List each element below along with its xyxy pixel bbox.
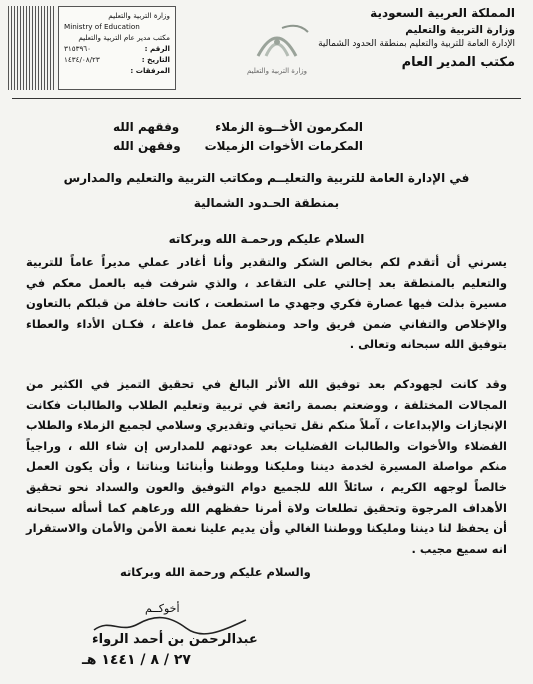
greeting: السلام عليكم ورحمـة الله وبركاته bbox=[168, 232, 365, 246]
ministry-title: وزارة التربية والتعليم bbox=[405, 24, 515, 36]
salutation-blessing-f: وفقهن الله bbox=[113, 139, 181, 153]
recipient-region: بمنطقة الحـدود الشمالية bbox=[193, 196, 340, 210]
kingdom-title: المملكة العربية السعودية bbox=[370, 6, 515, 20]
office-title: مكتب المدير العام bbox=[401, 55, 515, 70]
body-paragraph-1: يسرني أن أتقدم لكم بخالص الشكر والتقدير وأنا أغادر عملي مديراً عاماً للتربية والتعليم بالمنطقة بعد إحالتي على التقاعد ، والذي شرفت فيه بالعمل معكم في مسيرة بذلت فيها عصارة فكري وجهدي ما استطعت ، كانت حافلة من قبلكم بالتعاون والإخلاص والتفاني ضمن فريق واحد ومنظومة عمل فاعلة ، فكـان الأداء والعطاء بتوفيق الله سبحانه وتعالى . bbox=[26, 255, 507, 352]
stamp-date-label: التاريخ : bbox=[141, 55, 170, 64]
salutation-colleagues-m: المكرمون الأخــوة الزملاء bbox=[215, 120, 363, 134]
salutation-block bbox=[113, 120, 363, 158]
barcode-strip bbox=[8, 6, 54, 90]
ministry-logo-icon bbox=[238, 18, 316, 62]
stamp-office-ar: مكتب مدير عام التربية والتعليم bbox=[78, 33, 170, 42]
stamp-number-value: ٣١٥٣٩٦٠ bbox=[64, 44, 92, 53]
directorate-title: الإدارة العامة للتربية والتعليم بمنطقة الحدود الشمالية bbox=[318, 39, 515, 49]
header-divider bbox=[12, 98, 521, 99]
letterhead bbox=[315, 6, 515, 70]
closing-brother: أخوكــم bbox=[145, 602, 180, 615]
stamp-number-label: الرقم : bbox=[144, 44, 170, 53]
salutation-blessing-m: وفقهم الله bbox=[113, 120, 180, 134]
recipient-departments: في الإدارة العامة للتربية والتعليــم ومكاتب التربية والتعليم والمدارس bbox=[63, 171, 470, 185]
stamp-attach-label: المرفقات : bbox=[130, 66, 170, 75]
stamp-ministry-en: Ministry of Education bbox=[64, 22, 140, 31]
body-paragraph-2: وقد كانت لجهودكم بعد توفيق الله الأثر البالغ في تحقيق التميز في الكثير من المجالات المختلفة ، ووضعتم بصمة رائعة في تربية وتعليم الطلاب والطالبات فكانت الإنجازات والإبداعات ، آملاً منكم نقل تحياتي وتقديري وسلامي لجميع الزملاء والطلاب الفضلاء والأخوات والطالبات الفضليات بعد عودتهم للمدارس إن شاء الله ، وراجياً منكم مواصلة المسيرة لخدمة ديننا ومليكنا ووطننا وأبنائنا وبناتنا ، وأن يكون العمل خالصاً لوجهه الكريم ، سائلاً الله للجميع دوام التوفيق والعون والسداد نحو تحقيق الأهداف المرجوة وتحقيق تطلعات ولاة أمرنا حفظهم الله ورعاهم كما أسأله سبحانه أن يحفظ لنا ديننا ومليكنا ووطننا الغالي وأن يديم علينا نعمة الأمن والأمان والاستقرار انه سميع مجيب . bbox=[26, 377, 507, 556]
logo-caption: وزارة التربية والتعليم bbox=[246, 67, 308, 75]
salutation-colleagues-f: المكرمات الأخوات الزميلات bbox=[204, 139, 363, 153]
signer-name: عبدالرحمن بن أحمد الرواء bbox=[92, 632, 258, 647]
incoming-stamp bbox=[58, 6, 176, 90]
stamp-date-value: ١٤٣٤/٠٨/٢٣ bbox=[64, 55, 100, 64]
signature-date: ٢٧ / ٨ / ١٤٤١ هـ bbox=[82, 652, 191, 668]
stamp-ministry-ar: وزارة التربية والتعليم bbox=[108, 11, 170, 20]
ministry-logo bbox=[238, 18, 316, 76]
closing-regards: والسلام عليكم ورحمة الله وبركاته bbox=[120, 565, 311, 579]
